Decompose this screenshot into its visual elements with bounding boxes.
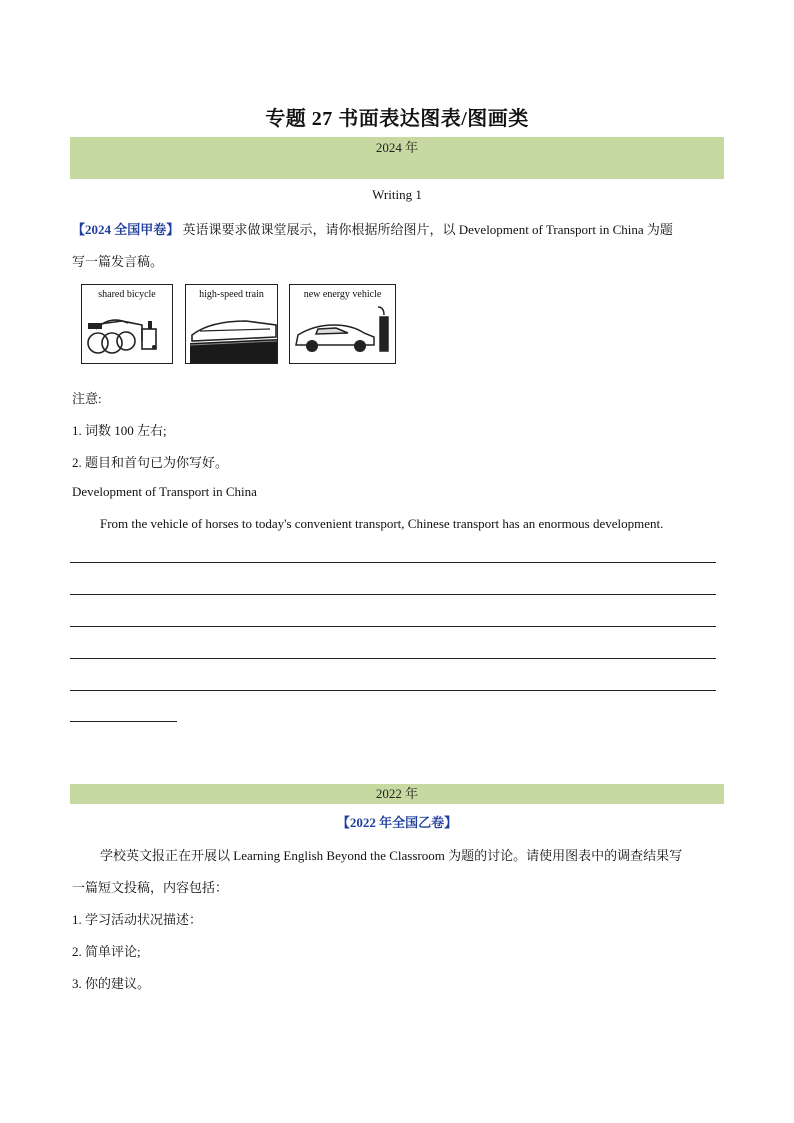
writing-label: Writing 1 [372, 187, 422, 202]
prompt-2024-text: 英语课要求做课堂展示，请你根据所给图片，以 Development of Transport in China 为题 [182, 222, 673, 237]
answer-line[interactable] [70, 658, 716, 659]
shared-bicycle-picture [81, 284, 173, 364]
source-tag-2024: 【2024 全国甲卷】 [72, 222, 180, 237]
content-item-1: 1. 学习活动状况描述： [72, 912, 203, 927]
page-title: 专题 27 书面表达图表/图画类 [265, 108, 529, 130]
answer-line[interactable] [70, 690, 716, 691]
picture-caption: high-speed train [199, 289, 264, 300]
answer-line-short[interactable] [70, 721, 177, 722]
source-tag-2022: 【2022 年全国乙卷】 [336, 815, 458, 830]
prompt-2022-line1: 学校英文报正在开展以 Learning English Beyond the Classroom 为题的讨论。请使用图表中的调查结果写 [100, 848, 683, 863]
high-speed-train-illustration [186, 285, 279, 365]
essay-title: Development of Transport in China [72, 484, 257, 499]
shared-bicycle-illustration [82, 285, 174, 365]
note-given-start: 2. 题目和首句已为你写好。 [72, 455, 229, 470]
new-energy-vehicle-picture [289, 284, 396, 364]
prompt-2024-line1 [72, 219, 673, 238]
content-item-2: 2. 简单评论; [72, 944, 141, 959]
answer-line[interactable] [70, 562, 716, 563]
picture-caption: shared bicycle [98, 289, 156, 300]
prompt-2022-line2: 一篇短文投稿，内容包括： [72, 880, 229, 895]
high-speed-train-picture [185, 284, 278, 364]
essay-first-sentence: From the vehicle of horses to today's convenient transport, Chinese transport has an enormous development. [100, 516, 664, 531]
content-item-3: 3. 你的建议。 [72, 976, 151, 991]
answer-line[interactable] [70, 594, 716, 595]
notes-title: 注意: [72, 391, 102, 406]
year-band-2022: 2022 年 [70, 784, 724, 804]
picture-caption: new energy vehicle [303, 289, 382, 300]
note-word-count: 1. 词数 100 左右; [72, 423, 167, 438]
new-energy-vehicle-illustration [290, 285, 397, 365]
prompt-2024-line2: 写一篇发言稿。 [72, 254, 164, 269]
answer-line[interactable] [70, 626, 716, 627]
year-band-2024: 2024 年 [70, 137, 724, 179]
